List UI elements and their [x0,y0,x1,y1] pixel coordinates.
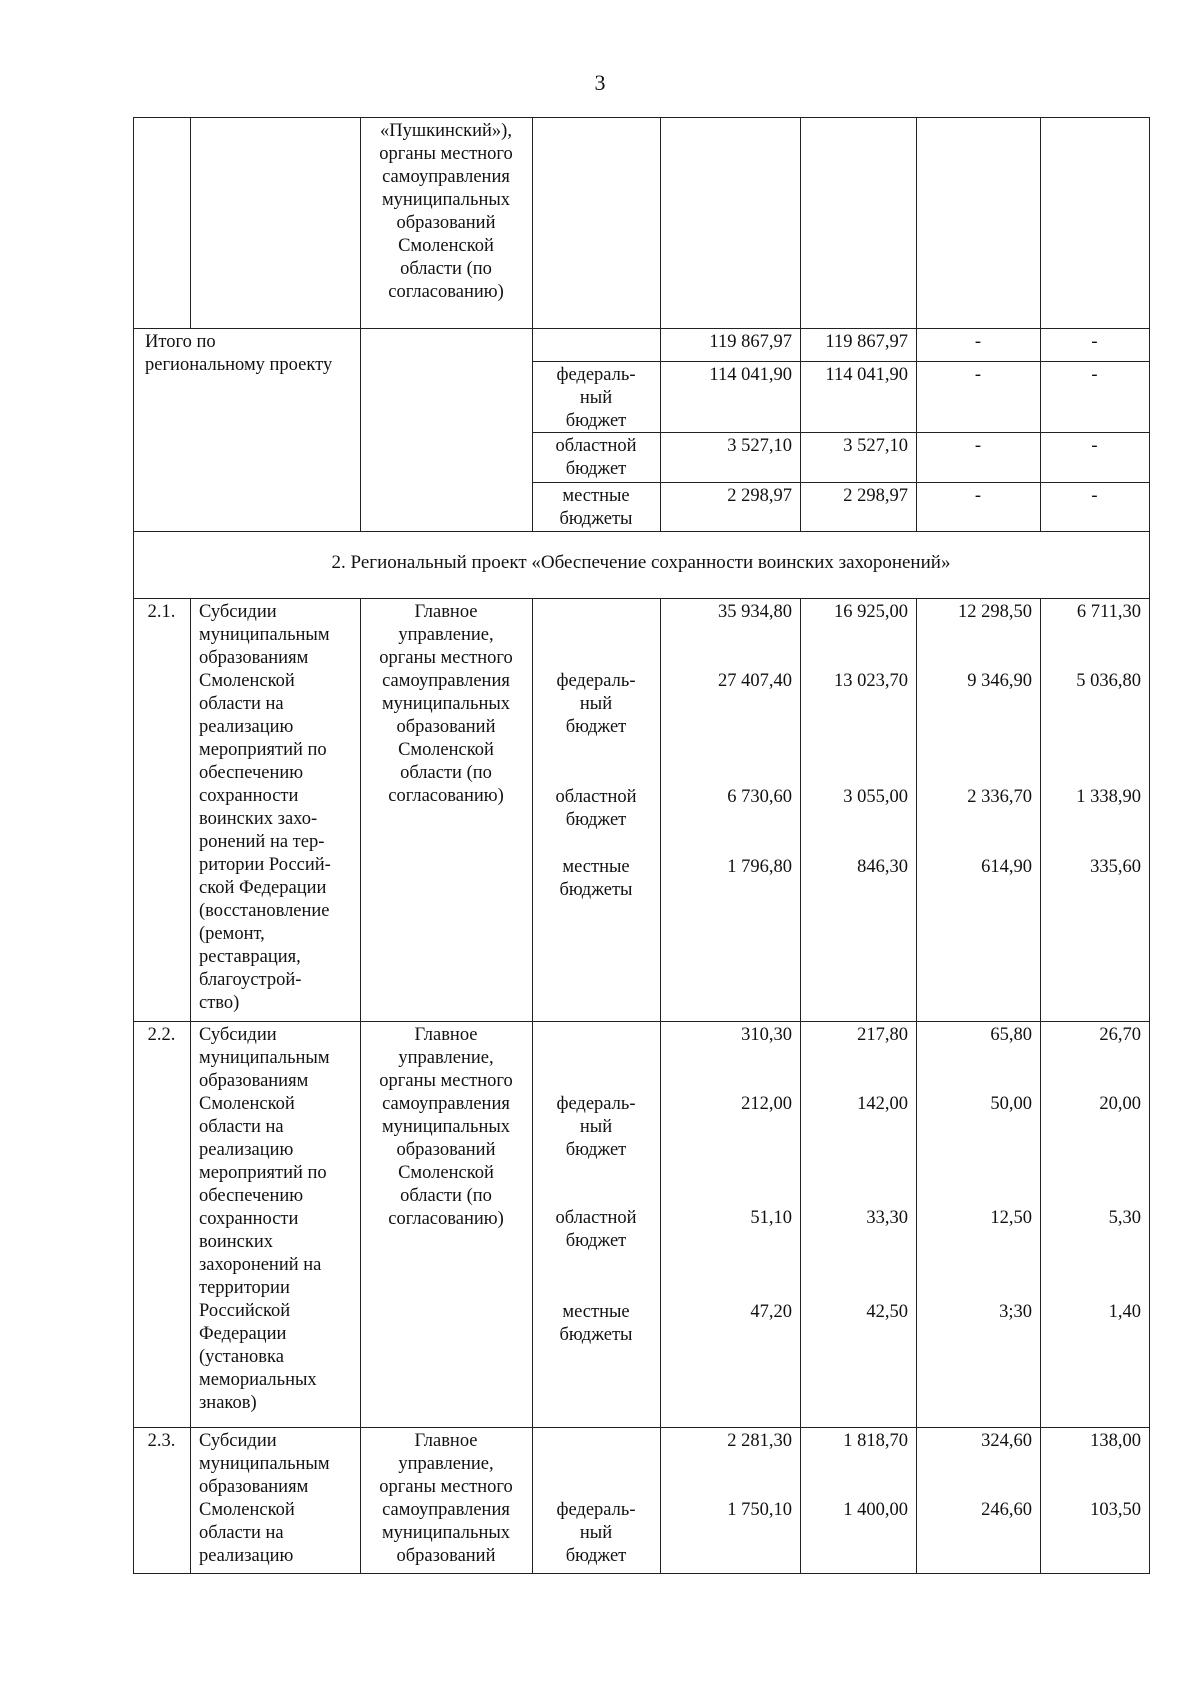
table-cell [1040,598,1150,1022]
executor-text: самоуправления [382,167,510,187]
item-name: реализацию [199,717,294,737]
item-value: 27 407,40 [718,671,792,691]
total-value: 119 867,97 [825,332,908,352]
item-value: 212,00 [741,1094,792,1114]
item-value: 51,10 [750,1208,792,1228]
executor-text: органы местного [379,144,513,164]
table-cell [916,117,1041,329]
executor-text: муниципальных [381,190,511,210]
item-name: Смоленской [199,671,295,691]
item-name: обеспечению [199,763,304,783]
item-executor: области (по [400,1186,492,1206]
item-executor: Главное [414,1431,478,1451]
item-value: 12 298,50 [958,602,1032,622]
executor-text: Смоленской [398,236,494,256]
total-value: - [974,436,982,456]
budget-source-label: областной [555,1208,637,1228]
item-name: Субсидии [199,1025,277,1045]
item-executor: органы местного [379,648,513,668]
item-name: Федерации [199,1324,287,1344]
item-executor: управление, [398,1048,494,1068]
item-executor: самоуправления [382,1500,510,1520]
item-value: 1 750,10 [727,1500,792,1520]
item-name: муниципальным [199,1048,330,1068]
item-value: 1 818,70 [843,1431,908,1451]
item-value: 16 925,00 [834,602,908,622]
total-value: 3 527,10 [727,436,792,456]
total-value: - [974,332,982,352]
item-name: области на [199,1523,284,1543]
item-name: мероприятий по [199,1163,327,1183]
budget-source-label: местные [562,486,630,506]
item-name: ство) [199,993,240,1013]
table-cell [660,117,801,329]
table-cell [532,328,661,362]
item-name: воинских захо- [199,809,318,829]
item-name: мемориальных [199,1370,317,1390]
budget-source-label: федераль- [556,1094,636,1114]
total-value: 3 527,10 [843,436,908,456]
item-value: 1,40 [1108,1302,1141,1322]
executor-text: образований [396,213,496,233]
item-value: 324,60 [981,1431,1032,1451]
item-value: 20,00 [1099,1094,1141,1114]
item-value: 13 023,70 [834,671,908,691]
item-name: захоронений на [199,1255,322,1275]
item-executor: согласованию) [388,1209,504,1229]
table-cell [800,117,917,329]
table-cell [800,598,917,1022]
table-cell [1040,117,1150,329]
item-number: 2.3. [147,1431,176,1451]
item-executor: Смоленской [398,740,494,760]
item-executor: органы местного [379,1477,513,1497]
budget-source-label: местные [562,1302,630,1322]
item-name: (восстановление [199,901,330,921]
item-executor: образований [396,1140,496,1160]
table-cell [133,117,191,329]
item-value: 35 934,80 [718,602,792,622]
item-value: 12,50 [990,1208,1032,1228]
budget-source-label: бюджет [565,1546,627,1566]
section-title: 2. Региональный проект «Обеспечение сохранности воинских захоронений» [331,552,951,573]
item-executor: области (по [400,763,492,783]
total-value: 114 041,90 [709,365,792,385]
budget-source-label: областной [555,787,637,807]
total-value: - [974,365,982,385]
item-value: 614,90 [981,857,1032,877]
budget-source-label: ный [579,388,613,408]
item-name: образованиям [199,1071,309,1091]
item-value: 33,30 [866,1208,908,1228]
item-executor: согласованию) [388,786,504,806]
item-name: Российской [199,1301,291,1321]
item-value: 65,80 [990,1025,1032,1045]
item-executor: самоуправления [382,1094,510,1114]
item-value: 5 036,80 [1076,671,1141,691]
table-cell [133,598,191,1022]
item-executor: Главное [414,602,478,622]
item-value: 310,30 [741,1025,792,1045]
budget-source-label: ный [579,1523,613,1543]
item-name: реализацию [199,1140,294,1160]
item-executor: управление, [398,625,494,645]
item-number: 2.1. [147,602,176,622]
total-value: 2 298,97 [843,486,908,506]
budget-source-label: бюджет [565,1231,627,1251]
table-cell [360,328,533,532]
budget-source-label: бюджеты [559,509,633,529]
item-name: реализацию [199,1546,294,1566]
budget-source-label: бюджет [565,717,627,737]
item-value: 42,50 [866,1302,908,1322]
item-executor: Главное [414,1025,478,1045]
item-name: образованиям [199,1477,309,1497]
item-value: 217,80 [857,1025,908,1045]
item-number: 2.2. [147,1025,176,1045]
budget-source-label: ный [579,694,613,714]
total-value: - [1091,332,1098,352]
item-value: 142,00 [857,1094,908,1114]
item-name: ской Федерации [199,878,327,898]
total-value: 2 298,97 [727,486,792,506]
item-value: 3;30 [999,1302,1032,1322]
budget-source-label: местные [562,857,630,877]
budget-source-label: ный [579,1117,613,1137]
item-name: воинских [199,1232,274,1252]
item-name: мероприятий по [199,740,327,760]
item-value: 1 338,90 [1076,787,1141,807]
item-value: 6 711,30 [1076,602,1141,622]
item-executor: Смоленской [398,1163,494,1183]
item-name: территории [199,1278,290,1298]
table-cell [190,117,361,329]
item-name: ронений на тер- [199,832,325,852]
item-name: образованиям [199,648,309,668]
item-executor: органы местного [379,1071,513,1091]
total-label: региональному проекту [145,355,333,375]
budget-source-label: федераль- [556,365,636,385]
item-executor: управление, [398,1454,494,1474]
item-name: Смоленской [199,1500,295,1520]
item-value: 103,50 [1090,1500,1141,1520]
item-executor: муниципальных [381,1117,511,1137]
item-value: 138,00 [1090,1431,1141,1451]
page-number: 3 [594,70,606,95]
item-value: 2 336,70 [967,787,1032,807]
total-value: - [1091,365,1098,385]
item-executor: самоуправления [382,671,510,691]
item-name: ритории Россий- [199,855,331,875]
budget-source-label: бюджет [565,459,627,479]
executor-text: области (по [400,259,492,279]
item-name: области на [199,1117,284,1137]
budget-source-label: областной [555,436,637,456]
item-name: области на [199,694,284,714]
total-value: - [1091,486,1098,506]
budget-source-label: бюджеты [559,1325,633,1345]
item-executor: муниципальных [381,694,511,714]
item-value: 26,70 [1099,1025,1141,1045]
table-cell [916,598,1041,1022]
item-name: сохранности [199,786,299,806]
item-value: 50,00 [990,1094,1032,1114]
item-value: 47,20 [750,1302,792,1322]
item-value: 5,30 [1108,1208,1141,1228]
item-value: 3 055,00 [843,787,908,807]
item-name: Смоленской [199,1094,295,1114]
table-cell [660,598,801,1022]
item-value: 846,30 [857,857,908,877]
budget-source-label: федераль- [556,671,636,691]
item-name: реставрация, [199,947,301,967]
item-value: 1 796,80 [727,857,792,877]
item-name: сохранности [199,1209,299,1229]
item-value: 6 730,60 [727,787,792,807]
budget-source-label: бюджет [565,810,627,830]
budget-source-label: бюджет [565,1140,627,1160]
executor-text: согласованию) [388,282,504,302]
total-value: 114 041,90 [825,365,908,385]
executor-text: «Пушкинский»), [380,121,512,141]
item-name: муниципальным [199,1454,330,1474]
table-cell [133,1021,191,1428]
item-name: знаков) [199,1393,257,1413]
item-name: обеспечению [199,1186,304,1206]
total-value: 119 867,97 [709,332,792,352]
item-name: благоустрой- [199,970,302,990]
budget-source-label: бюджет [565,411,627,431]
total-value: - [1091,436,1098,456]
item-name: (установка [199,1347,284,1367]
item-value: 9 346,90 [967,671,1032,691]
item-value: 2 281,30 [727,1431,792,1451]
budget-source-label: федераль- [556,1500,636,1520]
table-cell [532,117,661,329]
total-value: - [974,486,982,506]
item-name: (ремонт, [199,924,265,944]
item-executor: муниципальных [381,1523,511,1543]
item-value: 246,60 [981,1500,1032,1520]
item-name: Субсидии [199,1431,277,1451]
total-label: Итого по [145,332,216,352]
item-executor: образований [396,717,496,737]
budget-source-label: бюджеты [559,880,633,900]
item-executor: образований [396,1546,496,1566]
item-value: 1 400,00 [843,1500,908,1520]
item-name: Субсидии [199,602,277,622]
item-name: муниципальным [199,625,330,645]
item-value: 335,60 [1090,857,1141,877]
